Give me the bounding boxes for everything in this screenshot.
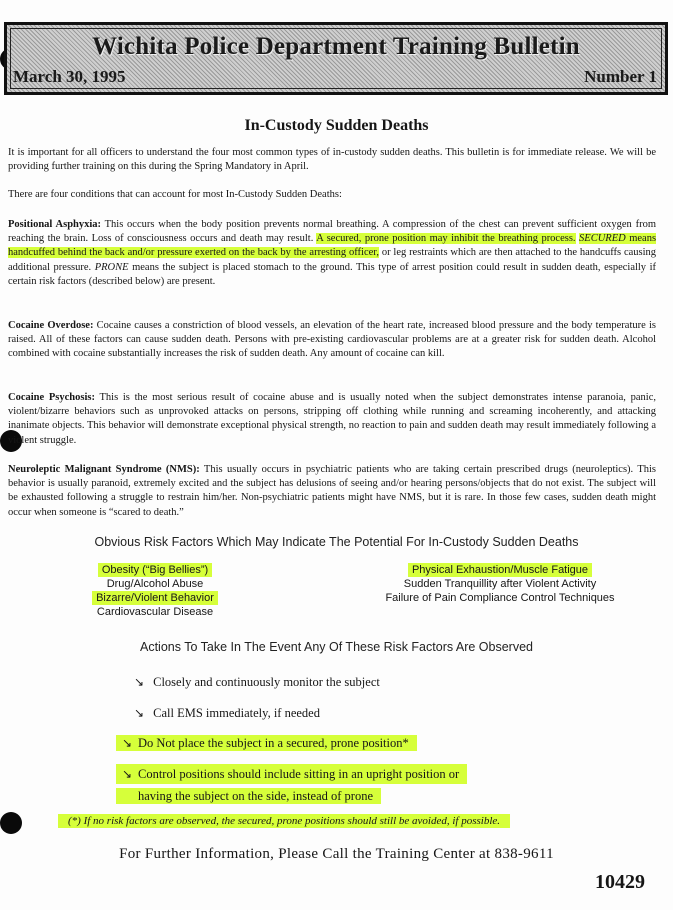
intro-paragraph: It is important for all officers to understand the four most common types of in-custody sudden deaths. This bulletin is for immediate release. We will be providing further training on this during the Spring Mandatory in April. — [8, 147, 656, 173]
footnote: (*) If no risk factors are observed, the secured, prone positions should still be avoided, if possible. — [58, 814, 510, 828]
page-title: In-Custody Sudden Deaths — [244, 117, 429, 134]
action-monitor: ↘ Closely and continuously monitor the subject — [134, 675, 380, 689]
banner-title: Wichita Police Department Training Bulletin — [92, 33, 580, 60]
risk-factors-right — [350, 563, 650, 605]
conditions-heading: There are four conditions that can account for most In-Custody Sudden Deaths: — [8, 189, 342, 200]
action-call-ems: ↘ Call EMS immediately, if needed — [134, 706, 320, 720]
highlight-prone-warning: A secured, prone position may inhibit the breathing process. — [316, 233, 576, 245]
punch-hole-bottom — [0, 812, 22, 834]
risk-drug-alcohol: Drug/Alcohol Abuse — [106, 578, 204, 590]
risk-factors-heading: Obvious Risk Factors Which May Indicate The Potential For In-Custody Sudden Deaths — [94, 535, 579, 549]
nms-label: Neuroleptic Malignant Syndrome (NMS): — [8, 464, 200, 475]
prone-term: PRONE — [94, 261, 129, 273]
risk-factors-left — [60, 563, 250, 619]
risk-sudden-tranquillity: Sudden Tranquillity after Violent Activity — [403, 578, 597, 590]
action-no-prone: ↘ Do Not place the subject in a secured, prone position* — [116, 734, 417, 752]
arrow-bullet-icon: ↘ — [134, 706, 145, 720]
arrow-bullet-icon: ↘ — [122, 767, 133, 781]
document-number: 10429 — [595, 871, 645, 893]
risk-bizarre-behavior: Bizarre/Violent Behavior — [92, 591, 218, 605]
action-control-positions: ↘ Control positions should include sitting in an upright position or having the subject on the side, instead of prone — [116, 764, 467, 805]
actions-heading: Actions To Take In The Event Any Of These Risk Factors Are Observed — [139, 640, 534, 654]
risk-exhaustion: Physical Exhaustion/Muscle Fatigue — [408, 563, 592, 577]
positional-asphyxia-label: Positional Asphyxia: — [8, 219, 102, 230]
secured-term: SECURED — [579, 233, 626, 245]
risk-obesity: Obesity (“Big Bellies”) — [98, 563, 212, 577]
risk-pain-compliance: Failure of Pain Compliance Control Techniques — [385, 592, 615, 604]
contact-line: For Further Information, Please Call the Training Center at 838-9611 — [119, 846, 554, 862]
arrow-bullet-icon: ↘ — [134, 675, 145, 689]
bulletin-date: March 30, 1995 — [13, 67, 126, 86]
bulletin-banner — [4, 22, 668, 95]
risk-cardiovascular: Cardiovascular Disease — [96, 606, 214, 618]
cocaine-psychosis-paragraph: Cocaine Psychosis: This is the most serious result of cocaine abuse and is usually noted when the subject demonstrates intense paranoia, panic, violent/bizarre behaviors such as unprovoked attacks on persons, stripping off clothing while running and screaming incoherently, and attacking inanimate objects. This behavior will demonstrate exceptional physical strength, no reaction to pain and sudden death may result immediately following a violent struggle. — [8, 392, 657, 446]
cocaine-overdose-label: Cocaine Overdose: — [8, 320, 94, 331]
cocaine-psychosis-label: Cocaine Psychosis: — [8, 392, 95, 403]
arrow-bullet-icon: ↘ — [122, 736, 133, 750]
positional-asphyxia-paragraph: Positional Asphyxia: This occurs when the body position prevents normal breathing. A compression of the chest can prevent sufficient oxygen from reaching the brain. Loss of consciousness occurs and death may result. A secured, prone position may inhibit the breathing process. SECURED means handcuffed behind the back and/or pressure exerted on the back by the arresting officer, or leg restraints which are then attached to the handcuffs causing additional pressure. PRONE means the subject is placed stomach to the ground. This type of arrest position could result in sudden death, especially if certain risk factors (described below) are present. — [8, 219, 657, 287]
nms-paragraph: Neuroleptic Malignant Syndrome (NMS): This usually occurs in psychiatric patients who are taking certain prescribed drugs (neuroleptics). This behavior is usually paranoid, extremely excited and the subject has delusions of seeing and/or hearing persons/objects that do not exist. The subject will be exhausted following a struggle to restrain him/her. Non-psychiatric patients might have NMS, but it is rare. In those few cases, sudden death might occur when someone is “scared to death.” — [8, 464, 656, 518]
cocaine-overdose-paragraph: Cocaine Overdose: Cocaine causes a constriction of blood vessels, an elevation of the heart rate, increased blood pressure and the body temperature is raised. All of these factors can cause sudden death. Persons with pre-existing cardiovascular problems are at a greater risk for sudden death. Alcohol combined with cocaine substantially increases the risk of sudden death. Any amount of cocaine can kill. — [8, 320, 657, 360]
bulletin-number: Number 1 — [584, 67, 657, 86]
